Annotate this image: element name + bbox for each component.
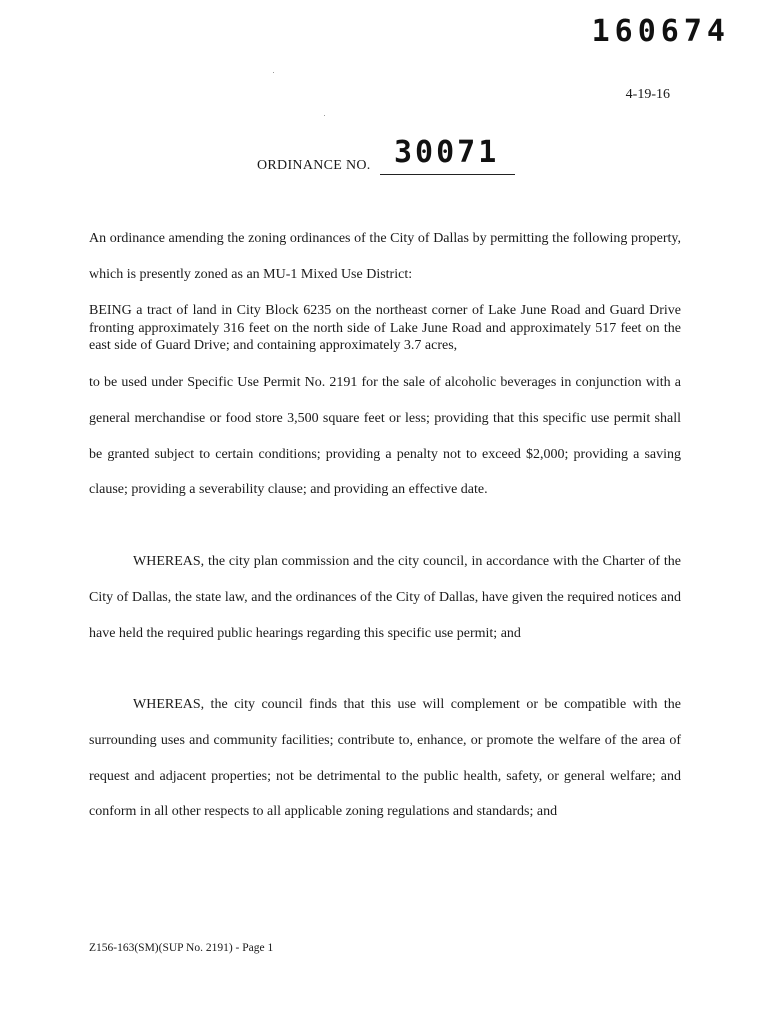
ordinance-number: 30071 xyxy=(394,135,500,170)
whereas-paragraph-2: WHEREAS, the city council finds that this use will complement or be compatible with the surrounding uses and community facilities; contribute to, enhance, or promote the welfare of the area of request and adjacent properties; not be detrimental to the public health, safety, or general welfare; and conform in all other respects to all applicable zoning regulations and standards; and xyxy=(89,697,681,820)
property-description: BEING a tract of land in City Block 6235 on the northeast corner of Lake June Road and Guard Drive fronting approximately 316 feet on the north side of Lake June Road and approximately 517 feet on the east side of Guard Drive; and containing approximately 3.7 acres, xyxy=(89,303,681,353)
ordinance-underline xyxy=(380,174,515,175)
page-footer: Z156-163(SM)(SUP No. 2191) - Page 1 xyxy=(89,942,274,954)
whereas-paragraph-1: WHEREAS, the city plan commission and the city council, in accordance with the Charter of the City of Dallas, the state law, and the ordinances of the City of Dallas, have given the required notices and have held the required public hearings regarding this specific use permit; and xyxy=(89,554,681,641)
scan-speck xyxy=(273,72,274,73)
ordinance-label: ORDINANCE NO. xyxy=(257,158,371,173)
ordinance-date: 4-19-16 xyxy=(625,87,670,102)
ordinance-number-line xyxy=(257,130,527,180)
use-clause-paragraph: to be used under Specific Use Permit No. 2191 for the sale of alcoholic beverages in conjunction with a general merchandise or food store 3,500 square feet or less; providing that this specific use permit shall be granted subject to certain conditions; providing a penalty not to exceed $2,000; providing a saving clause; providing a severability clause; and providing an effective date. xyxy=(89,375,681,498)
scan-speck xyxy=(324,115,325,116)
stamp-number: 160674 xyxy=(591,14,730,49)
intro-paragraph: An ordinance amending the zoning ordinances of the City of Dallas by permitting the following property, which is presently zoned as an MU-1 Mixed Use District: xyxy=(89,231,681,282)
